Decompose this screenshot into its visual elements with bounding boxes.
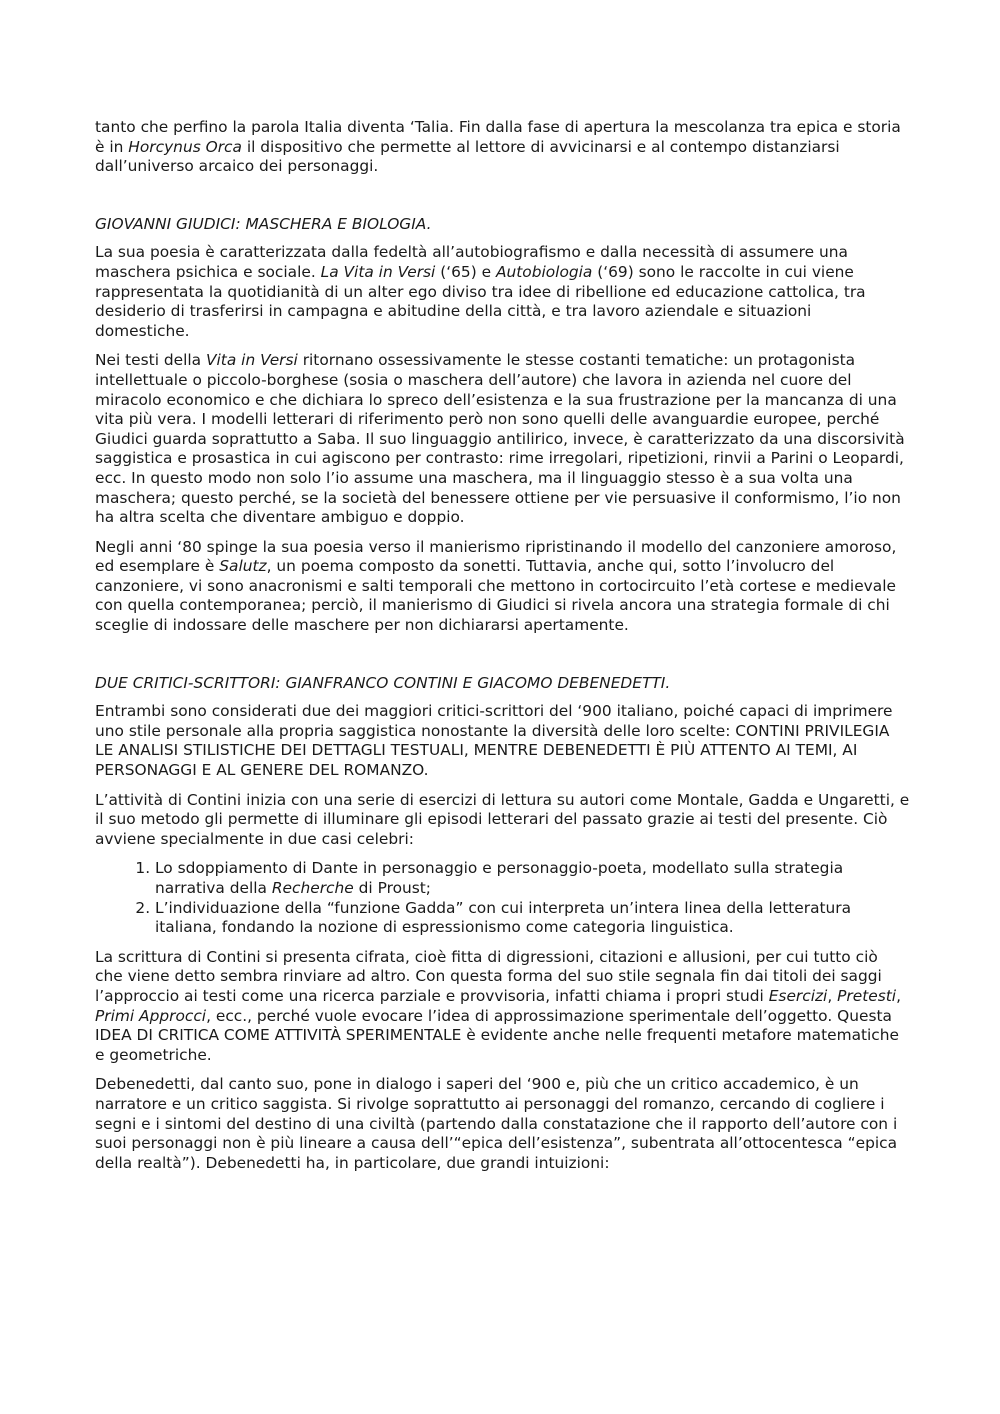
section-heading-giudici: GIOVANNI GIUDICI: MASCHERA E BIOLOGIA. (95, 214, 432, 233)
document-page (95, 118, 910, 1173)
numbered-list (95, 859, 910, 937)
paragraph-contini-1: L’attività di Contini inizia con una serie di esercizi di lettura su autori come Montale, Gadda e Ungaretti, e il suo metodo gli permette di illuminare gli episodi letterari del passato grazie ai testi del presente. Ciò avviene specialmente in due casi celebri: (95, 790, 910, 848)
list-item: 1. Lo sdoppiamento di Dante in personaggio e personaggio-poeta, modellato sulla strategia narrativa della Recherche di Proust; (155, 859, 910, 898)
title-horcynus-orca: Horcynus Orca (128, 137, 242, 156)
paragraph-giudici-1: La sua poesia è caratterizzata dalla fedeltà all’autobiografismo e dalla necessità di assumere una maschera psichica e sociale. La Vita in Versi (‘65) e Autobiologia (‘69) sono le raccolte in cui viene rappresentata la quotidianità di un alter ego diviso tra idee di ribellione ed educazione cattolica, tra desiderio di trasferirsi in campagna e abitudine della città, e tra lavoro aziendale e situazioni domestiche. (95, 243, 866, 340)
section-heading-critici: DUE CRITICI-SCRITTORI: GIANFRANCO CONTINI E GIACOMO DEBENEDETTI. (95, 673, 671, 692)
paragraph-giudici-2: Nei testi della Vita in Versi ritornano ossessivamente le stesse costanti tematiche: un protagonista intellettuale o piccolo-borghese (sosia o maschera dell’autore) che lavora in azienda nel cuore del miracolo economico e che dichiara lo spreco dell’esistenza e la sua frustrazione per la mancanza di una vita più vera. I modelli letterari di riferimento però non sono quelli delle avanguardie europee, perché Giudici guarda soprattutto a Saba. Il suo linguaggio antilirico, invece, è caratterizzato da una discorsività saggistica e prosastica in cui agiscono per contrasto: rime irregolari, ripetizioni, rinvii a Parini o Leopardi, ecc. In questo modo non solo l’io assume una maschera, ma il linguaggio stesso è a sua volta una maschera; questo perché, se la società del benessere ottiene per vie persuasive il conformismo, l’io non ha altra scelta che diventare ambiguo e doppio. (95, 351, 905, 527)
paragraph-debenedetti-1: Debenedetti, dal canto suo, pone in dialogo i saperi del ‘900 e, più che un critico accademico, è un narratore e un critico saggista. Si rivolge soprattutto ai personaggi del romanzo, cercando di cogliere i segni e i sintomi del destino di una civiltà (partendo dalla constatazione che il rapporto dell’autore con i suoi personaggi non è più lineare a causa dell’“epica dell’esistenza”, subentrata all’ottocentesca “epica della realtà”). Debenedetti ha, in particolare, due grandi intuizioni: (95, 1075, 898, 1172)
list-item: 2. L’individuazione della “funzione Gadda” con cui interpreta un’intera linea della letteratura italiana, fondando la nozione di espressionismo come categoria linguistica. (155, 899, 910, 938)
paragraph-intro: tanto che perfino la parola Italia diventa ‘Talia. Fin dalla fase di apertura la mescolanza tra epica e storia è in Horcynus Orca il dispositivo che permette al lettore di avvicinarsi e al contempo distanziarsi dall’universo arcaico dei personaggi. (95, 118, 901, 176)
paragraph-giudici-3: Negli anni ‘80 spinge la sua poesia verso il manierismo ripristinando il modello del canzoniere amoroso, ed esemplare è Salutz, un poema composto da sonetti. Tuttavia, anche qui, sotto l’involucro del canzoniere, vi sono anacronismi e salti temporali che mettono in cortocircuito l’età cortese e medievale con quella contemporanea; perciò, il manierismo di Giudici si rivela ancora una strategia formale di chi sceglie di indossare delle maschere per non dichiararsi apertamente. (95, 537, 897, 635)
paragraph-critici-1: Entrambi sono considerati due dei maggiori critici-scrittori del ‘900 italiano, poiché capaci di imprimere uno stile personale alla propria saggistica nonostante la diversità delle loro scelte: CONTINI PRIVILEGIA LE ANALISI STILISTICHE DEI DETTAGLI TESTUALI, MENTRE DEBENEDETTI È PIÙ ATTENTO AI TEMI, AI PERSONAGGI E AL GENERE DEL ROMANZO. (95, 702, 893, 780)
paragraph-contini-2: La scrittura di Contini si presenta cifrata, cioè fitta di digressioni, citazioni e allusioni, per cui tutto ciò che viene detto sembra rinviare ad altro. Con questa forma del suo stile segnala fin dai titoli dei saggi l’approccio ai testi come una ricerca parziale e provvisoria, infatti chiama i propri studi Esercizi, Pretesti, Primi Approcci, ecc., perché vuole evocare l’idea di approssimazione sperimentale dell’oggetto. Questa IDEA DI CRITICA COME ATTIVITÀ SPERIMENTALE è evidente anche nelle frequenti metafore matematiche e geometriche. (95, 947, 901, 1064)
